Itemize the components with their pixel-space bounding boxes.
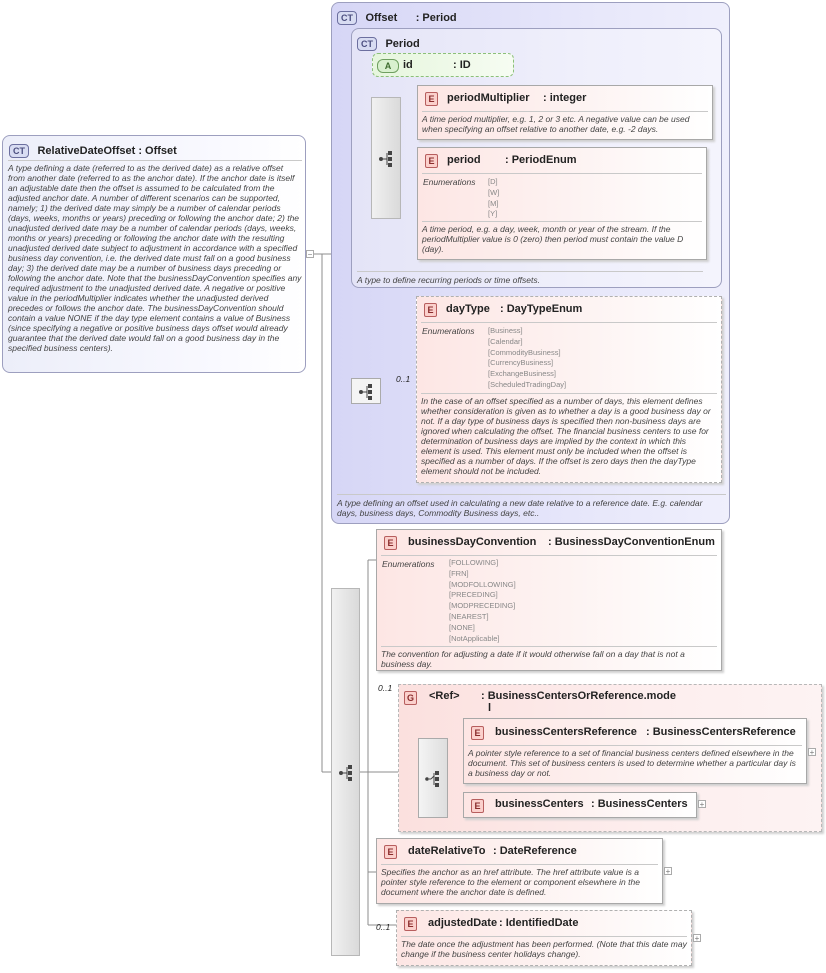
element-description: Specifies the anchor as an href attribute. The href attribute value is a pointer style reference to the element or component elsewhere in the document where the anchor date is defined.: [381, 867, 640, 897]
enumerations-label: Enumerations: [423, 177, 476, 187]
sequence-compositor-icon: [378, 150, 396, 168]
main-sequence-compositor[interactable]: [331, 588, 360, 956]
sequence-compositor-icon: [338, 764, 356, 782]
enum-value: [NONE]: [449, 622, 475, 632]
element-name: businessCentersReference: [495, 726, 637, 738]
element-icon: E: [404, 917, 417, 931]
attribute-type: : ID: [453, 59, 471, 71]
element-name: businessCenters: [495, 798, 584, 810]
cardinality-label: 0..1: [378, 683, 393, 693]
enum-value: [W]: [488, 187, 500, 197]
element-icon: E: [471, 799, 484, 813]
element-type: : IdentifiedDate: [499, 917, 579, 929]
expand-icon[interactable]: +: [809, 748, 815, 757]
group-icon: G: [404, 691, 417, 705]
enumeration-list: [488, 177, 499, 220]
element-period-multiplier[interactable]: [417, 85, 713, 140]
enumeration-list: [449, 558, 516, 644]
root-complex-type[interactable]: [2, 135, 306, 373]
enum-value: [ExchangeBusiness]: [488, 369, 556, 379]
enum-value: [PRECEDING]: [449, 590, 498, 600]
element-name: period: [447, 154, 481, 166]
period-title: Period: [385, 38, 420, 50]
collapse-icon[interactable]: −: [307, 250, 313, 259]
element-icon: E: [425, 92, 438, 106]
expand-icon[interactable]: +: [665, 867, 671, 876]
root-title-row: [9, 141, 177, 159]
enumerations-label: Enumerations: [422, 326, 475, 336]
element-period[interactable]: [417, 147, 707, 260]
element-description: The date once the adjustment has been performed. (Note that this date may change if the business center holidays change).: [401, 939, 687, 959]
cardinality-label: 0..1: [376, 922, 391, 932]
element-description: A time period multiplier, e.g. 1, 2 or 3 etc. A negative value can be used when specifying an offset relative to another date, e.g. -2 days.: [422, 114, 690, 134]
element-icon: E: [425, 154, 438, 168]
element-day-type[interactable]: [416, 296, 722, 483]
element-business-centers-reference[interactable]: [463, 718, 807, 784]
enum-value: [ScheduledTradingDay]: [488, 379, 567, 389]
expand-icon[interactable]: +: [699, 800, 705, 809]
element-icon: E: [424, 303, 437, 317]
enum-value: [FRN]: [449, 568, 469, 578]
sequence-compositor-icon: [358, 383, 376, 401]
enum-value: [FOLLOWING]: [449, 558, 499, 567]
element-description: In the case of an offset specified as a number of days, this element defines whether consideration is given as to whether a day is a good business day or not. If a day type of business days is specified then non-business days are ignored when calculating the offset. The financial business centers to use for determination of business days are implied by the context in which this element is used. This element must only be included when the offset is specified as a number of days. If the offset is zero days then the dayType element should not be included.: [421, 396, 711, 476]
element-icon: E: [384, 536, 397, 550]
cardinality-label: 0..1: [396, 374, 411, 384]
enum-value: [Business]: [488, 326, 523, 335]
ct-extension-icon: CT: [9, 144, 29, 158]
element-business-day-convention[interactable]: [376, 529, 722, 671]
attribute-icon: A: [377, 59, 399, 73]
element-name: dayType: [446, 303, 490, 315]
enum-value: [NEAREST]: [449, 611, 489, 621]
group-type-wrap: l: [488, 702, 492, 714]
element-name: businessDayConvention: [408, 536, 537, 548]
daytype-sequence-compositor[interactable]: [351, 378, 381, 404]
element-type: : BusinessDayConventionEnum: [548, 536, 715, 548]
enum-value: [M]: [488, 198, 499, 208]
element-date-relative-to[interactable]: [376, 838, 663, 904]
root-title: RelativeDateOffset : Offset: [37, 145, 177, 157]
period-description: A type to define recurring periods or time offsets.: [357, 275, 540, 285]
element-description: A pointer style reference to a set of financial business centers defined elsewhere in the document. This set of business centers is used to determine whether a particular day is a business day or not.: [468, 748, 796, 778]
element-name: periodMultiplier: [447, 92, 530, 104]
element-type: : integer: [543, 92, 587, 104]
group-type: : BusinessCentersOrReference.mode: [481, 690, 677, 702]
enum-value: [CurrencyBusiness]: [488, 358, 554, 368]
element-name: adjustedDate: [428, 917, 498, 929]
element-name: dateRelativeTo: [408, 845, 486, 857]
expand-icon[interactable]: +: [694, 934, 700, 943]
element-business-centers[interactable]: [463, 792, 697, 818]
element-type: : BusinessCenters: [591, 798, 688, 810]
offset-type: : Period: [415, 12, 457, 24]
period-title-row: [357, 34, 420, 52]
choice-compositor[interactable]: [418, 738, 448, 818]
element-type: : BusinessCentersReference: [646, 726, 796, 738]
root-description: A type defining a date (referred to as the derived date) as a relative offset from another date (referred to as the anchor date). If the anchor date is itself an adjustable date then the offset is assumed to be calculated from the adjusted anchor date. A number of different scenarios can be supported, namely; 1) the derived date may simply be a number of calendar periods (days, weeks, months or years) preceding or following the anchor date; 2) the unadjusted derived date may be a number of calendar periods (days, weeks, months or years) preceding or following the anchor date with the resulting unadjusted derived date subject to adjustment in accordance with a specified business day convention, i.e. the derived date must fall on a good business day; 3) the derived date may be a number of business days preceding or following the anchor date. Note that the businessDayConvention specifies any required adjustment to the unadjusted derived date. A negative or positive value in the periodMultiplier indicates whether the unadjusted derived precedes or follows the anchor date. The businessDayConvention should contain a value NONE if the day type element contains a value of Business (since specifying a negative or positive business days offset would already guarantee that the derived date would fall on a good business day in the specified business centers).: [8, 163, 302, 353]
element-description: The convention for adjusting a date if it would otherwise fall on a day that is not a business day.: [381, 649, 685, 669]
complex-type-icon: CT: [357, 37, 377, 51]
enum-value: [Y]: [488, 209, 498, 219]
element-type: : PeriodEnum: [505, 154, 577, 166]
group-name: <Ref>: [429, 690, 460, 702]
element-type: : DateReference: [493, 845, 577, 857]
offset-name: Offset: [365, 12, 398, 24]
enum-value: [MODPRECEDING]: [449, 601, 516, 611]
element-icon: E: [384, 845, 397, 859]
attribute-name: id: [403, 59, 413, 71]
enumeration-list: [488, 326, 566, 391]
element-type: : DayTypeEnum: [500, 303, 583, 315]
attribute-id[interactable]: [372, 53, 514, 77]
enum-value: [D]: [488, 177, 498, 186]
offset-title-row: [337, 8, 457, 26]
enum-value: [Calendar]: [488, 336, 523, 346]
period-sequence-compositor[interactable]: [371, 97, 401, 219]
enumerations-label: Enumerations: [382, 559, 435, 569]
offset-description: A type defining an offset used in calculating a new date relative to a reference date. E.g. calendar days, business days, Commodity Business days, etc..: [337, 498, 703, 518]
element-description: A time period, e.g. a day, week, month or year of the stream. If the periodMultiplier value is 0 (zero) then period must contain the value D (day).: [422, 224, 684, 254]
element-adjusted-date[interactable]: [396, 910, 692, 966]
ct-extension-icon: CT: [337, 11, 357, 25]
enum-value: [NotApplicable]: [449, 633, 500, 643]
element-icon: E: [471, 726, 484, 740]
choice-compositor-icon: [425, 770, 443, 788]
enum-value: [MODFOLLOWING]: [449, 579, 516, 589]
enum-value: [CommodityBusiness]: [488, 347, 561, 357]
